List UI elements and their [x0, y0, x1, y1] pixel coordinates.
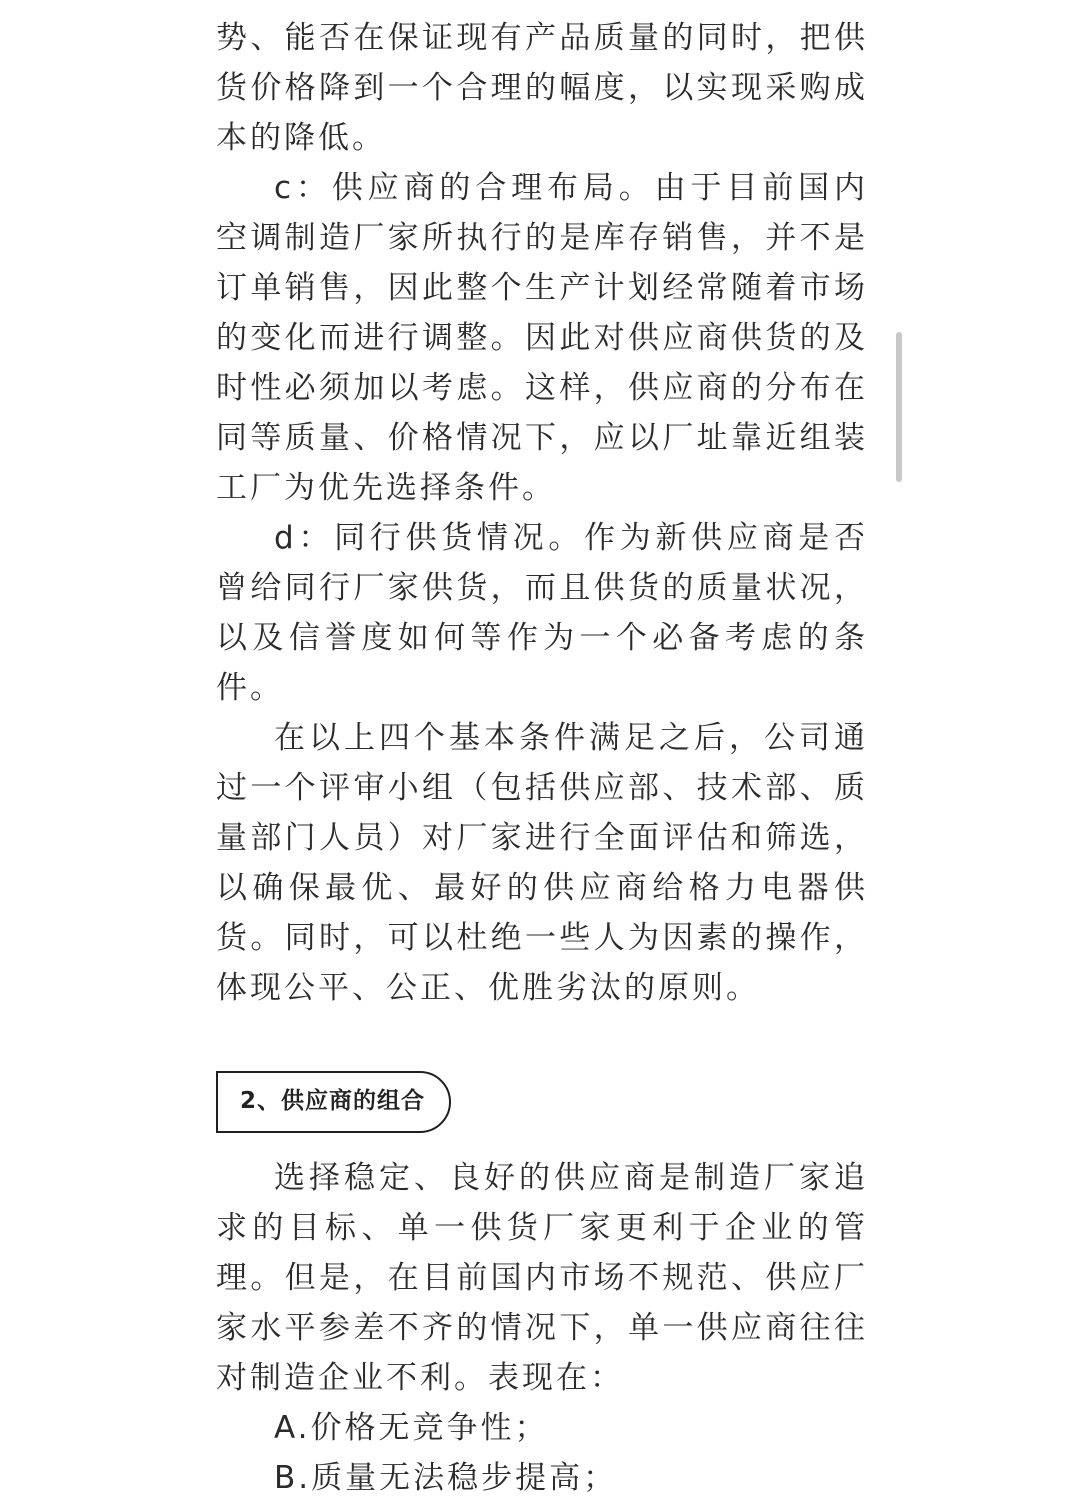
paragraph-evaluation: 在以上四个基本条件满足之后，公司通过一个评审小组（包括供应部、技术部、质量部门人员）对厂家进行全面评估和筛选，以确保最优、最好的供应商给格力电器供货。同时，可以杜绝一些人为因素的操作，体现公平、公正、优胜劣汰的原则。 — [216, 720, 868, 1006]
section-intro-paragraph: 选择稳定、良好的供应商是制造厂家追求的目标、单一供货厂家更利于企业的管理。但是，在目前国内市场不规范、供应厂家水平参差不齐的情况下，单一供应商往往对制造企业不利。表现在： — [216, 1160, 868, 1396]
paragraph-c-supplier-layout: c：供应商的合理布局。由于目前国内空调制造厂家所执行的是库存销售，并不是订单销售，因此整个生产计划经常随着市场的变化而进行调整。因此对供应商供货的及时性必须加以考虑。这样，供应商的分布在同等质量、价格情况下，应以厂址靠近组装工厂为优先选择条件。 — [216, 170, 868, 506]
paragraph-continued: 势、能否在保证现有产品质量的同时，把供货价格降到一个合理的幅度，以实现采购成本的降低。 — [216, 20, 868, 156]
section-heading: 2、供应商的组合 — [216, 1071, 451, 1133]
section-spacer — [216, 1013, 868, 1071]
list-item-b: B.质量无法稳步提高； — [274, 1460, 618, 1496]
paragraph-d-peer-supply: d：同行供货情况。作为新供应商是否曾给同行厂家供货，而且供货的质量状况，以及信誉度如何等作为一个必备考虑的条件。 — [216, 520, 868, 706]
list-item-a: A.价格无竞争性； — [274, 1410, 549, 1446]
scrollbar[interactable] — [896, 332, 902, 482]
article-body — [216, 13, 868, 1503]
